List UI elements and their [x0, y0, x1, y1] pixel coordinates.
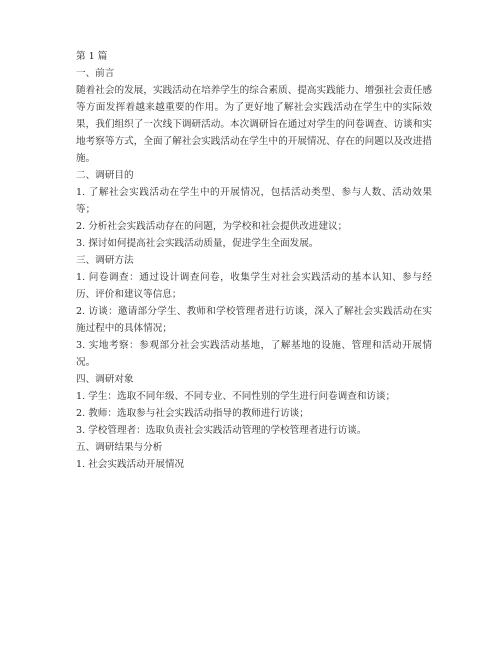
list-item: 2. 访谈：邀请部分学生、教师和学校管理者进行访谈，深入了解社会实践活动在实施过程中的具体情况；: [76, 306, 432, 334]
list-item: 1. 了解社会实践活动在学生中的开展情况，包括活动类型、参与人数、活动效果等；: [76, 187, 432, 215]
list-item: 1. 学生：选取不同年级、不同专业、不同性别的学生进行问卷调查和访谈；: [76, 391, 396, 402]
document-page: [76, 48, 432, 473]
list-item: 2. 教师：选取参与社会实践活动指导的教师进行访谈；: [76, 408, 309, 419]
section-heading-preface: 一、前言: [76, 68, 115, 79]
list-item: 3. 探讨如何提高社会实践活动质量，促进学生全面发展。: [76, 238, 319, 249]
section-heading-subjects: 四、调研对象: [76, 374, 134, 385]
section-heading-results: 五、调研结果与分析: [76, 442, 163, 453]
section-heading-methods: 三、调研方法: [76, 255, 134, 266]
list-item: 3. 实地考察：参观部分社会实践活动基地，了解基地的设施、管理和活动开展情况。: [76, 340, 432, 368]
list-item: 2. 分析社会实践活动存在的问题，为学校和社会提供改进建议；: [76, 221, 348, 232]
paragraph: 随着社会的发展，实践活动在培养学生的综合素质、提高实践能力、增强社会责任感等方面发挥着越来越重要的作用。为了更好地了解社会实践活动在学生中的实际效果，我们组织了一次线下调研活动。本次调研旨在通过对学生的问卷调查、访谈和实地考察等方式，全面了解社会实践活动在学生中的开展情况、存在的问题以及改进措施。: [76, 85, 432, 164]
section-heading-purpose: 二、调研目的: [76, 170, 134, 181]
list-item: 1. 问卷调查：通过设计调查问卷，收集学生对社会实践活动的基本认知、参与经历、评价和建议等信息；: [76, 272, 432, 300]
list-item: 1. 社会实践活动开展情况: [76, 459, 185, 470]
list-item: 3. 学校管理者：选取负责社会实践活动管理的学校管理者进行访谈。: [76, 425, 367, 436]
part-label: 第 1 篇: [76, 51, 108, 62]
